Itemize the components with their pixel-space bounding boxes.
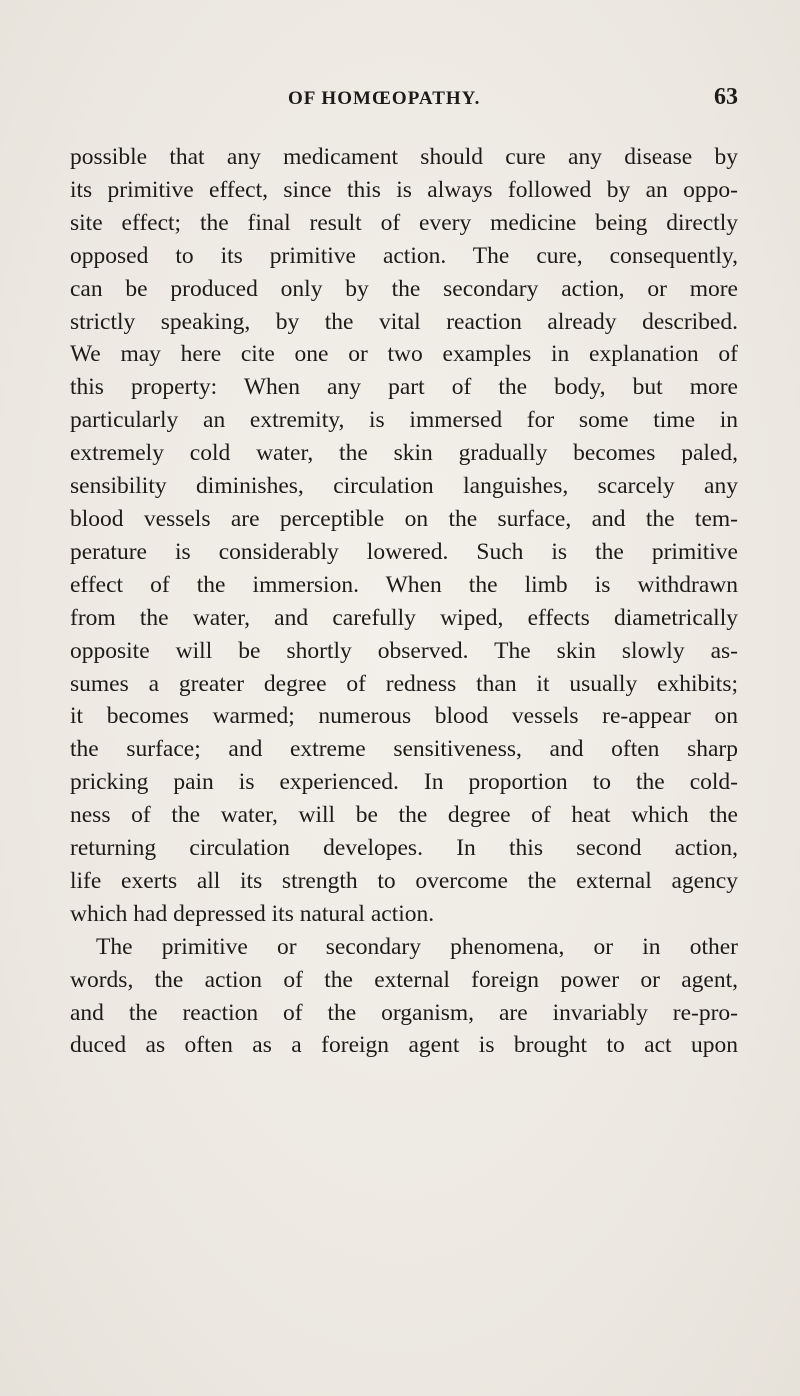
text-line: life exerts all its strength to overcome the external agency — [70, 867, 738, 894]
text-line: perature is considerably lowered. Such is the primitive — [70, 538, 738, 565]
text-line: and the reaction of the organism, are invariably re-pro- — [70, 999, 738, 1026]
text-line: sumes a greater degree of redness than it usually exhibits; — [70, 670, 738, 697]
paragraph — [70, 141, 738, 931]
text-line: ness of the water, will be the degree of heat which the — [70, 802, 738, 829]
text-line: from the water, and carefully wiped, effects diametrically — [70, 604, 738, 631]
text-line: extremely cold water, the skin gradually becomes paled, — [70, 440, 738, 467]
paragraph — [70, 931, 738, 1063]
text-line: blood vessels are perceptible on the surface, and the tem- — [70, 505, 738, 532]
text-line: it becomes warmed; numerous blood vessels re-appear on — [70, 703, 738, 730]
text-line: duced as often as a foreign agent is brought to act upon — [70, 1032, 738, 1059]
body-text — [70, 141, 738, 1062]
text-line: this property: When any part of the body, but more — [70, 374, 738, 401]
text-line: words, the action of the external foreign power or agent, — [70, 966, 738, 993]
text-line: site effect; the final result of every medicine being directly — [70, 209, 738, 236]
text-line: We may here cite one or two examples in explanation of — [70, 341, 738, 368]
text-line: its primitive effect, since this is always followed by an oppo- — [70, 176, 738, 203]
text-line: opposed to its primitive action. The cure, consequently, — [70, 242, 738, 269]
page-number: 63 — [714, 84, 738, 110]
text-line: strictly speaking, by the vital reaction already described. — [70, 308, 738, 335]
text-line: pricking pain is experienced. In proportion to the cold- — [70, 769, 738, 796]
text-line: returning circulation developes. In this second action, — [70, 835, 738, 862]
text-line: possible that any medicament should cure any disease by — [70, 144, 738, 170]
text-line: can be produced only by the secondary action, or more — [70, 275, 738, 302]
text-line: which had depressed its natural action. — [70, 900, 435, 927]
running-head: OF HOMŒOPATHY. — [288, 88, 481, 109]
text-line: opposite will be shortly observed. The skin slowly as- — [70, 637, 738, 664]
text-line: effect of the immersion. When the limb is withdrawn — [70, 571, 738, 598]
text-line: sensibility diminishes, circulation languishes, scarcely any — [70, 473, 738, 500]
text-line: The primitive or secondary phenomena, or in other — [96, 933, 738, 960]
text-line: particularly an extremity, is immersed for some time in — [70, 407, 738, 434]
text-line: the surface; and extreme sensitiveness, and often sharp — [70, 736, 738, 763]
